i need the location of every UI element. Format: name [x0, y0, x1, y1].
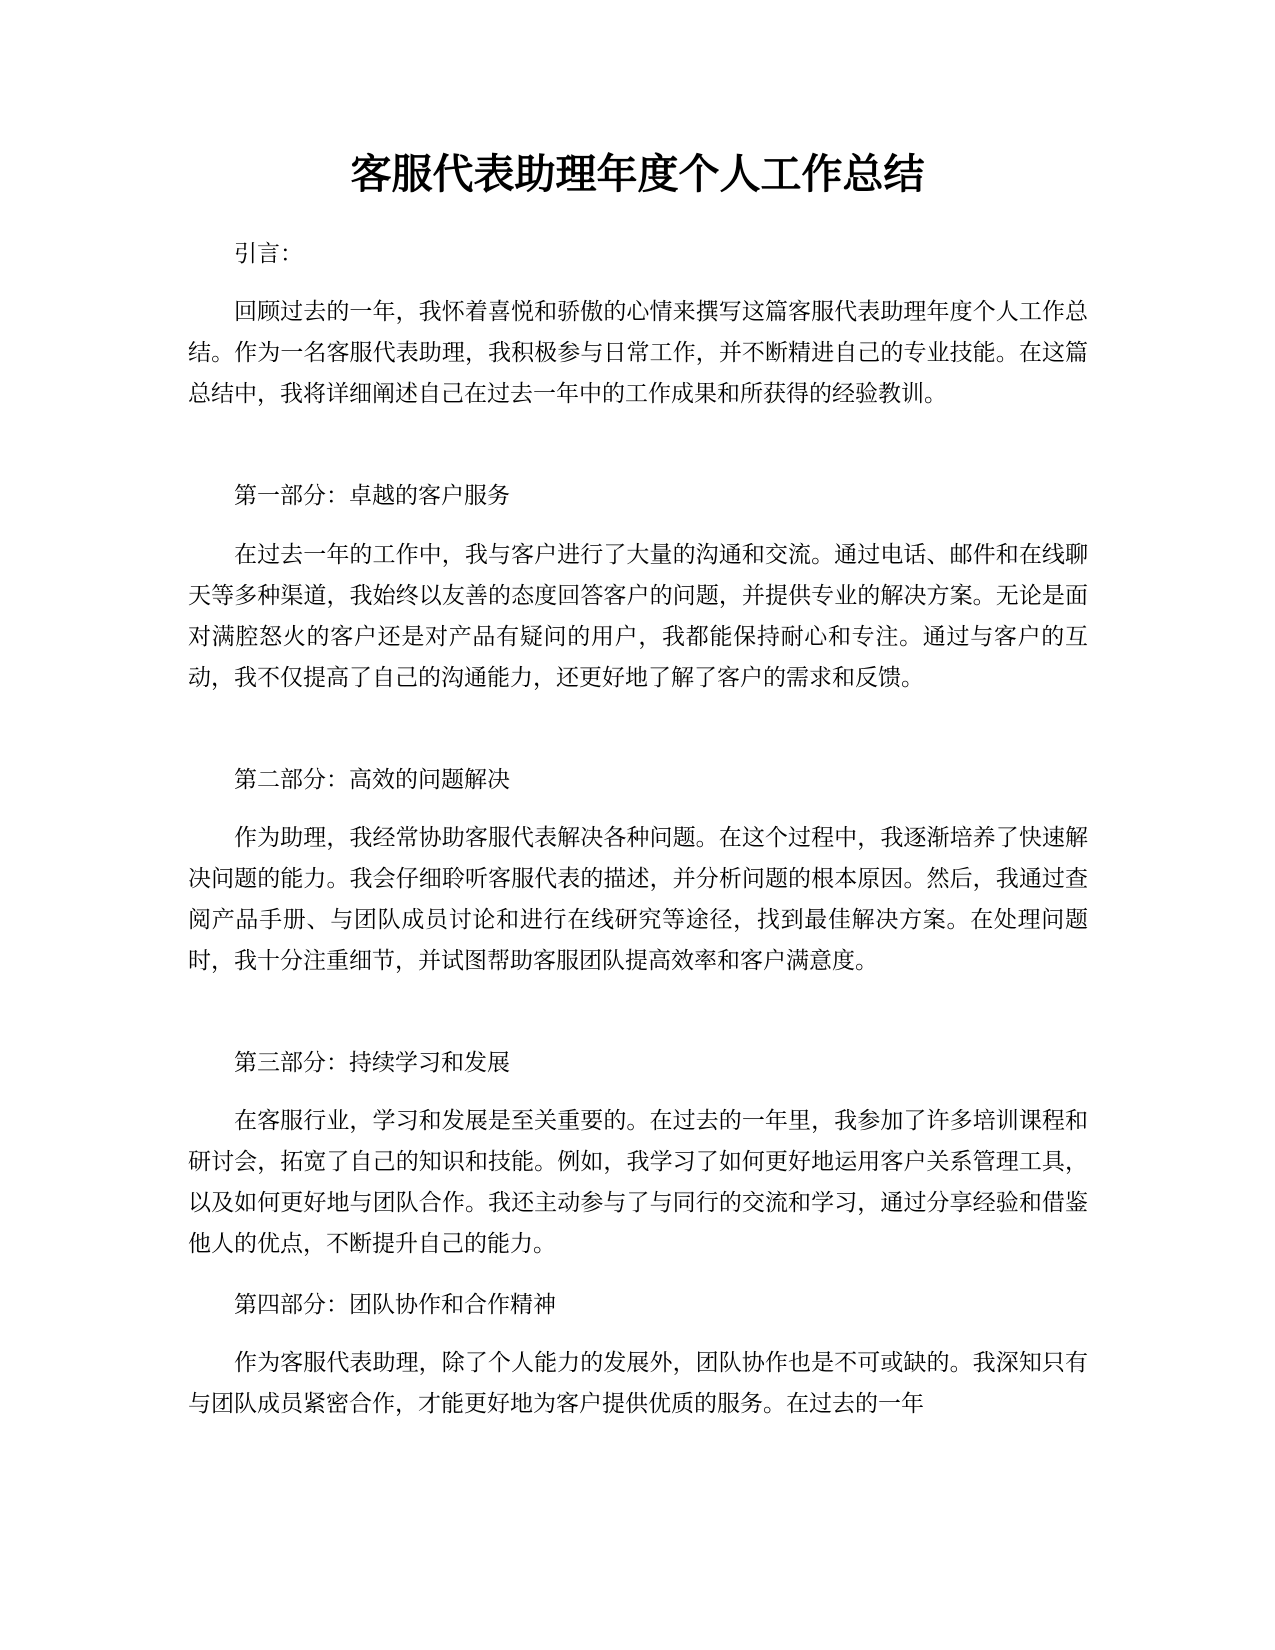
document-title: 客服代表助理年度个人工作总结 — [350, 150, 925, 198]
section-1-paragraph: 在过去一年的工作中，我与客户进行了大量的沟通和交流。通过电话、邮件和在线聊天等多种渠道，我始终以友善的态度回答客户的问题，并提供专业的解决方案。无论是面对满腔怒火的客户还是对产品有疑问的用户，我都能保持耐心和专注。通过与客户的互动，我不仅提高了自己的沟通能力，还更好地了解了客户的需求和反馈。 — [188, 542, 1088, 691]
section-2-paragraph: 作为助理，我经常协助客服代表解决各种问题。在这个过程中，我逐渐培养了快速解决问题的能力。我会仔细聆听客服代表的描述，并分析问题的根本原因。然后，我通过查阅产品手册、与团队成员讨论和进行在线研究等途径，找到最佳解决方案。在处理问题时，我十分注重细节，并试图帮助客服团队提高效率和客户满意度。 — [188, 825, 1088, 974]
intro-paragraph: 回顾过去的一年，我怀着喜悦和骄傲的心情来撰写这篇客服代表助理年度个人工作总结。作为一名客服代表助理，我积极参与日常工作，并不断精进自己的专业技能。在这篇总结中，我将详细阐述自己在过去一年中的工作成果和所获得的经验教训。 — [188, 299, 1088, 407]
section-2-heading: 第二部分：高效的问题解决 — [234, 767, 510, 793]
section-3-heading: 第三部分：持续学习和发展 — [234, 1050, 510, 1076]
section-4-heading: 第四部分：团队协作和合作精神 — [234, 1292, 556, 1318]
intro-heading: 引言： — [234, 241, 303, 267]
section-1-heading: 第一部分：卓越的客户服务 — [234, 483, 510, 509]
section-3-paragraph: 在客服行业，学习和发展是至关重要的。在过去的一年里，我参加了许多培训课程和研讨会，拓宽了自己的知识和技能。例如，我学习了如何更好地运用客户关系管理工具，以及如何更好地与团队合作。我还主动参与了与同行的交流和学习，通过分享经验和借鉴他人的优点，不断提升自己的能力。 — [188, 1108, 1088, 1257]
section-4-paragraph: 作为客服代表助理，除了个人能力的发展外，团队协作也是不可或缺的。我深知只有与团队成员紧密合作，才能更好地为客户提供优质的服务。在过去的一年 — [188, 1350, 1088, 1417]
